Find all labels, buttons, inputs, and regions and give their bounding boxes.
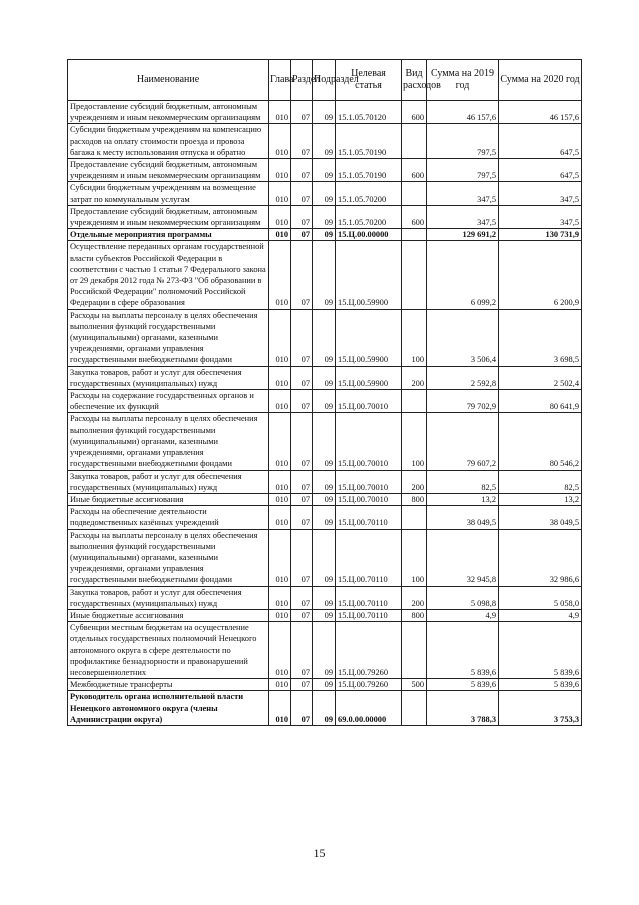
- header-glava: Глава: [269, 60, 291, 101]
- cell-vid: [402, 124, 427, 159]
- cell-vid: 100: [402, 413, 427, 470]
- cell-sum2020: 32 986,6: [499, 529, 582, 586]
- cell-sum2020: 46 157,6: [499, 101, 582, 124]
- cell-target: 15.1.05.70190: [336, 124, 402, 159]
- cell-vid: [402, 229, 427, 241]
- budget-table: [67, 59, 582, 726]
- table-row: [68, 159, 582, 182]
- cell-name: Предоставление субсидий бюджетным, автономным учреждениям и иным некоммерческим организациям: [68, 159, 269, 182]
- table-row: [68, 609, 582, 621]
- table-body: [68, 101, 582, 726]
- cell-name: Межбюджетные трансферты: [68, 679, 269, 691]
- cell-name: Закупка товаров, работ и услуг для обеспечения государственных (муниципальных) нужд: [68, 366, 269, 389]
- cell-podrazdel: 09: [313, 622, 336, 679]
- cell-vid: 800: [402, 493, 427, 505]
- cell-target: 15.1.05.70200: [336, 182, 402, 205]
- cell-razdel: 07: [291, 470, 313, 493]
- cell-sum2020: 2 502,4: [499, 366, 582, 389]
- cell-vid: [402, 506, 427, 529]
- cell-name: Субсидии бюджетным учреждениям на компенсацию расходов на оплату стоимости проезда и провоза багажа к месту использования отпуска и обратно: [68, 124, 269, 159]
- table-row: [68, 309, 582, 366]
- cell-glava: 010: [269, 622, 291, 679]
- cell-target: 15.Ц.00.70010: [336, 413, 402, 470]
- cell-target: 15.Ц.00.70110: [336, 609, 402, 621]
- cell-vid: 200: [402, 470, 427, 493]
- cell-razdel: 07: [291, 586, 313, 609]
- cell-podrazdel: 09: [313, 691, 336, 726]
- cell-sum2020: 130 731,9: [499, 229, 582, 241]
- cell-sum2020: 82,5: [499, 470, 582, 493]
- cell-name: Расходы на обеспечение деятельности подведомственных казённых учреждений: [68, 506, 269, 529]
- cell-sum2020: 5 058,0: [499, 586, 582, 609]
- cell-sum2020: 80 641,9: [499, 390, 582, 413]
- cell-name: Закупка товаров, работ и услуг для обеспечения государственных (муниципальных) нужд: [68, 470, 269, 493]
- cell-vid: [402, 241, 427, 309]
- cell-vid: 600: [402, 101, 427, 124]
- cell-glava: 010: [269, 159, 291, 182]
- cell-podrazdel: 09: [313, 182, 336, 205]
- table-row: [68, 182, 582, 205]
- cell-glava: 010: [269, 679, 291, 691]
- cell-sum2020: 38 049,5: [499, 506, 582, 529]
- table-row: [68, 691, 582, 726]
- table-header-row: [68, 60, 582, 101]
- table-row: [68, 506, 582, 529]
- cell-podrazdel: 09: [313, 679, 336, 691]
- cell-sum2019: 4,9: [427, 609, 499, 621]
- cell-target: 15.Ц.00.70010: [336, 493, 402, 505]
- cell-razdel: 07: [291, 124, 313, 159]
- cell-target: 15.1.05.70200: [336, 205, 402, 228]
- cell-glava: 010: [269, 413, 291, 470]
- header-vid: Вид расходов: [402, 60, 427, 101]
- cell-podrazdel: 09: [313, 124, 336, 159]
- cell-name: Руководитель органа исполнительной власти Ненецкого автономного округа (члены Администрации округа): [68, 691, 269, 726]
- cell-sum2019: 3 506,4: [427, 309, 499, 366]
- cell-podrazdel: 09: [313, 366, 336, 389]
- cell-glava: 010: [269, 609, 291, 621]
- cell-razdel: 07: [291, 229, 313, 241]
- cell-razdel: 07: [291, 182, 313, 205]
- table-row: [68, 529, 582, 586]
- cell-glava: 010: [269, 691, 291, 726]
- cell-sum2019: 129 691,2: [427, 229, 499, 241]
- cell-glava: 010: [269, 529, 291, 586]
- cell-podrazdel: 09: [313, 470, 336, 493]
- cell-vid: 800: [402, 609, 427, 621]
- cell-sum2020: 347,5: [499, 182, 582, 205]
- cell-sum2020: 5 839,6: [499, 622, 582, 679]
- cell-name: Субвенции местным бюджетам на осуществление отдельных государственных полномочий Ненецкого автономного округа в сфере деятельности по профилактике безнадзорности и правонарушений несовершеннолетних: [68, 622, 269, 679]
- cell-sum2019: 797,5: [427, 159, 499, 182]
- cell-vid: [402, 390, 427, 413]
- header-sum2020: Сумма на 2020 год: [499, 60, 582, 101]
- cell-target: 69.0.00.00000: [336, 691, 402, 726]
- cell-sum2019: 38 049,5: [427, 506, 499, 529]
- cell-sum2019: 797,5: [427, 124, 499, 159]
- cell-target: 15.1.05.70190: [336, 159, 402, 182]
- cell-podrazdel: 09: [313, 101, 336, 124]
- cell-glava: 010: [269, 506, 291, 529]
- cell-sum2019: 3 788,3: [427, 691, 499, 726]
- cell-razdel: 07: [291, 366, 313, 389]
- cell-name: Расходы на выплаты персоналу в целях обеспечения выполнения функций государственными (муниципальными) органами, казенными учреждениями, органами управления государственными внебюджетными фондами: [68, 529, 269, 586]
- cell-target: 15.Ц.00.70010: [336, 470, 402, 493]
- cell-sum2020: 647,5: [499, 159, 582, 182]
- cell-name: Иные бюджетные ассигнования: [68, 609, 269, 621]
- cell-glava: 010: [269, 493, 291, 505]
- cell-name: Осуществление переданных органам государственной власти субъектов Российской Федерации в соответствии с частью 1 статьи 7 Федерального закона от 29 декабря 2012 года № 273-ФЗ "Об образовании в Российской Федерации" полномочий Российской Федерации в сфере образования: [68, 241, 269, 309]
- table-row: [68, 390, 582, 413]
- cell-glava: 010: [269, 366, 291, 389]
- table-row: [68, 622, 582, 679]
- cell-sum2019: 82,5: [427, 470, 499, 493]
- cell-sum2019: 79 702,9: [427, 390, 499, 413]
- cell-vid: [402, 182, 427, 205]
- cell-glava: 010: [269, 182, 291, 205]
- cell-podrazdel: 09: [313, 609, 336, 621]
- table-row: [68, 493, 582, 505]
- cell-razdel: 07: [291, 390, 313, 413]
- cell-razdel: 07: [291, 691, 313, 726]
- cell-razdel: 07: [291, 159, 313, 182]
- cell-name: Расходы на выплаты персоналу в целях обеспечения выполнения функций государственными (муниципальными) органами, казенными учреждениями, органами управления государственными внебюджетными фондами: [68, 309, 269, 366]
- page-number: 15: [313, 846, 326, 860]
- cell-podrazdel: 09: [313, 159, 336, 182]
- cell-sum2019: 79 607,2: [427, 413, 499, 470]
- cell-razdel: 07: [291, 205, 313, 228]
- cell-sum2020: 13,2: [499, 493, 582, 505]
- table-row: [68, 366, 582, 389]
- cell-razdel: 07: [291, 241, 313, 309]
- cell-target: 15.Ц.00.70110: [336, 529, 402, 586]
- cell-sum2020: 647,5: [499, 124, 582, 159]
- cell-target: 15.Ц.00.70010: [336, 390, 402, 413]
- cell-vid: 200: [402, 586, 427, 609]
- cell-name: Расходы на содержание государственных органов и обеспечение их функций: [68, 390, 269, 413]
- table-row: [68, 470, 582, 493]
- cell-podrazdel: 09: [313, 205, 336, 228]
- cell-vid: 600: [402, 159, 427, 182]
- cell-name: Иные бюджетные ассигнования: [68, 493, 269, 505]
- cell-name: Предоставление субсидий бюджетным, автономным учреждениям и иным некоммерческим организациям: [68, 101, 269, 124]
- cell-razdel: 07: [291, 622, 313, 679]
- cell-vid: 600: [402, 205, 427, 228]
- cell-sum2019: 46 157,6: [427, 101, 499, 124]
- table-row: [68, 586, 582, 609]
- header-podrazdel: Подраздел: [313, 60, 336, 101]
- cell-sum2019: 6 099,2: [427, 241, 499, 309]
- cell-razdel: 07: [291, 493, 313, 505]
- cell-sum2020: 6 200,9: [499, 241, 582, 309]
- cell-target: 15.Ц.00.59900: [336, 309, 402, 366]
- cell-target: 15.Ц.00.79260: [336, 679, 402, 691]
- cell-podrazdel: 09: [313, 229, 336, 241]
- cell-sum2020: 4,9: [499, 609, 582, 621]
- cell-target: 15.1.05.70120: [336, 101, 402, 124]
- cell-glava: 010: [269, 586, 291, 609]
- table-row: [68, 229, 582, 241]
- cell-target: 15.Ц.00.79260: [336, 622, 402, 679]
- cell-sum2019: 5 839,6: [427, 679, 499, 691]
- cell-podrazdel: 09: [313, 529, 336, 586]
- table-row: [68, 101, 582, 124]
- cell-vid: [402, 622, 427, 679]
- cell-target: 15.Ц.00.59900: [336, 241, 402, 309]
- cell-podrazdel: 09: [313, 390, 336, 413]
- cell-razdel: 07: [291, 101, 313, 124]
- cell-sum2019: 5 098,8: [427, 586, 499, 609]
- cell-sum2019: 2 592,8: [427, 366, 499, 389]
- cell-sum2019: 347,5: [427, 182, 499, 205]
- cell-razdel: 07: [291, 506, 313, 529]
- cell-podrazdel: 09: [313, 309, 336, 366]
- cell-glava: 010: [269, 241, 291, 309]
- cell-razdel: 07: [291, 679, 313, 691]
- table-row: [68, 413, 582, 470]
- cell-glava: 010: [269, 390, 291, 413]
- cell-podrazdel: 09: [313, 241, 336, 309]
- cell-sum2019: 5 839,6: [427, 622, 499, 679]
- cell-razdel: 07: [291, 529, 313, 586]
- cell-target: 15.Ц.00.70110: [336, 506, 402, 529]
- header-razdel: Раздел: [291, 60, 313, 101]
- cell-glava: 010: [269, 101, 291, 124]
- cell-target: 15.Ц.00.70110: [336, 586, 402, 609]
- cell-name: Закупка товаров, работ и услуг для обеспечения государственных (муниципальных) нужд: [68, 586, 269, 609]
- cell-vid: 100: [402, 309, 427, 366]
- cell-vid: 200: [402, 366, 427, 389]
- table-row: [68, 241, 582, 309]
- cell-vid: 500: [402, 679, 427, 691]
- cell-sum2020: 5 839,6: [499, 679, 582, 691]
- cell-sum2020: 347,5: [499, 205, 582, 228]
- cell-glava: 010: [269, 309, 291, 366]
- cell-podrazdel: 09: [313, 493, 336, 505]
- cell-glava: 010: [269, 124, 291, 159]
- cell-name: Отдельные мероприятия программы: [68, 229, 269, 241]
- cell-sum2019: 347,5: [427, 205, 499, 228]
- cell-glava: 010: [269, 470, 291, 493]
- cell-name: Расходы на выплаты персоналу в целях обеспечения выполнения функций государственными (муниципальными) органами, казенными учреждениями, органами управления государственными внебюджетными фондами: [68, 413, 269, 470]
- cell-podrazdel: 09: [313, 506, 336, 529]
- cell-sum2020: 3 698,5: [499, 309, 582, 366]
- cell-sum2019: 32 945,8: [427, 529, 499, 586]
- cell-sum2020: 80 546,2: [499, 413, 582, 470]
- cell-razdel: 07: [291, 413, 313, 470]
- header-name: Наименование: [68, 60, 269, 101]
- table-row: [68, 679, 582, 691]
- cell-razdel: 07: [291, 309, 313, 366]
- cell-sum2019: 13,2: [427, 493, 499, 505]
- header-sum2019: Сумма на 2019 год: [427, 60, 499, 101]
- cell-target: 15.Ц.00.59900: [336, 366, 402, 389]
- cell-vid: 100: [402, 529, 427, 586]
- table-row: [68, 205, 582, 228]
- cell-sum2020: 3 753,3: [499, 691, 582, 726]
- cell-glava: 010: [269, 229, 291, 241]
- table-row: [68, 124, 582, 159]
- cell-name: Субсидии бюджетным учреждениям на возмещение затрат по коммунальным услугам: [68, 182, 269, 205]
- cell-razdel: 07: [291, 609, 313, 621]
- cell-glava: 010: [269, 205, 291, 228]
- cell-name: Предоставление субсидий бюджетным, автономным учреждениям и иным некоммерческим организациям: [68, 205, 269, 228]
- header-target: Целевая статья: [336, 60, 402, 101]
- cell-target: 15.Ц.00.00000: [336, 229, 402, 241]
- cell-podrazdel: 09: [313, 586, 336, 609]
- cell-vid: [402, 691, 427, 726]
- cell-podrazdel: 09: [313, 413, 336, 470]
